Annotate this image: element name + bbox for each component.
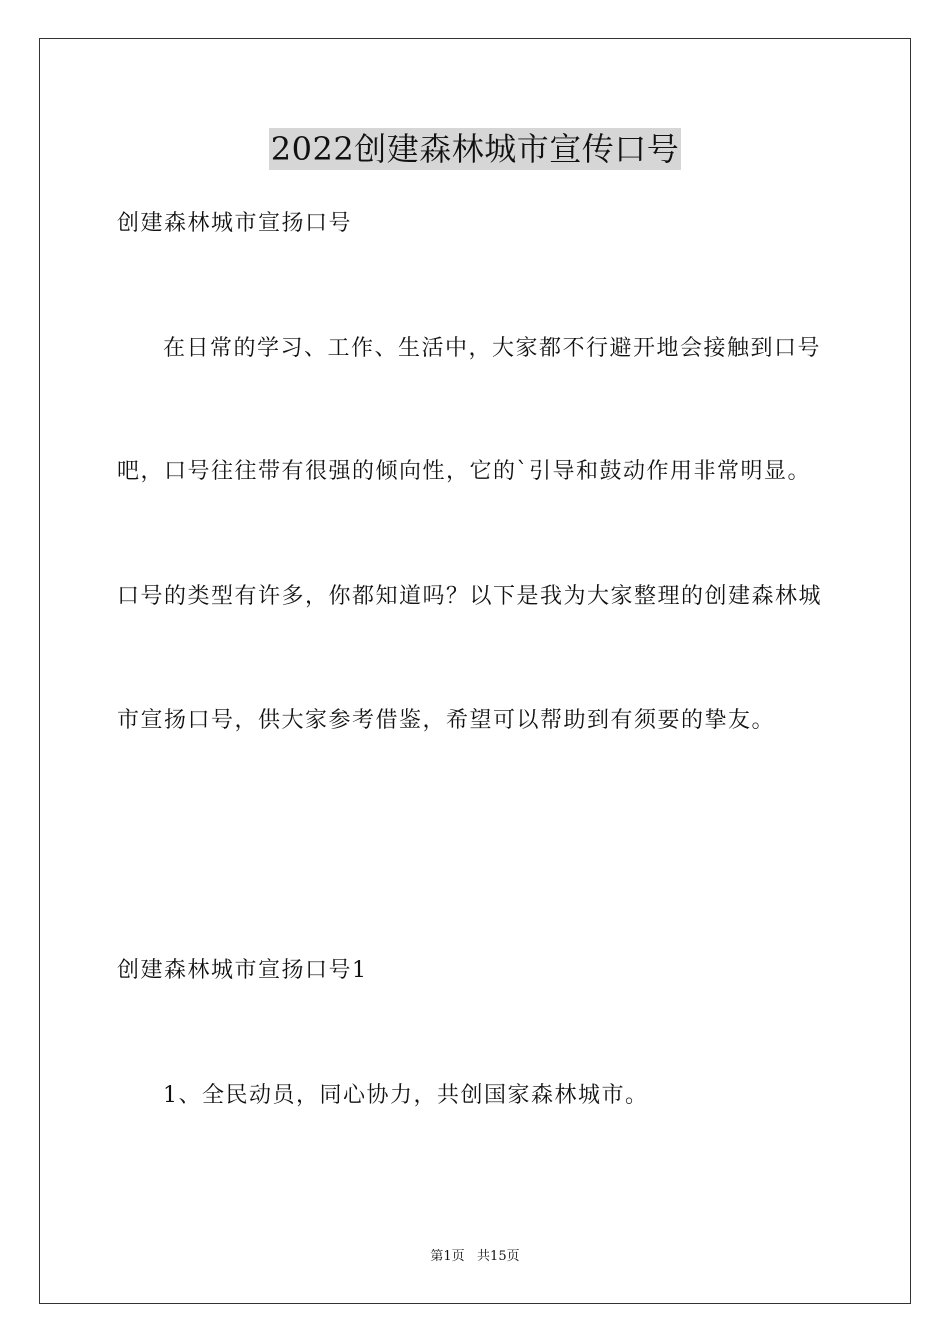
page-footer: 第1页 共15页 — [430, 1249, 520, 1264]
subtitle: 创建森林城市宣扬口号 — [117, 211, 353, 236]
intro-line-3: 口号的类型有许多，你都知道吗？以下是我为大家整理的创建森林城 — [117, 584, 823, 609]
intro-line-4: 市宣扬口号，供大家参考借鉴，希望可以帮助到有须要的挚友。 — [117, 708, 776, 733]
intro-line-2: 吧，口号往往带有很强的倾向性，它的`引导和鼓动作用非常明显。 — [117, 459, 812, 484]
document-title-text: 2022创建森林城市宣传口号 — [270, 130, 680, 168]
document-title — [0, 128, 950, 170]
slogan-item-1: 1、全民动员，同心协力，共创国家森林城市。 — [163, 1083, 649, 1108]
section-heading: 创建森林城市宣扬口号1 — [117, 958, 368, 983]
intro-line-1: 在日常的学习、工作、生活中，大家都不行避开地会接触到口号 — [163, 336, 822, 361]
